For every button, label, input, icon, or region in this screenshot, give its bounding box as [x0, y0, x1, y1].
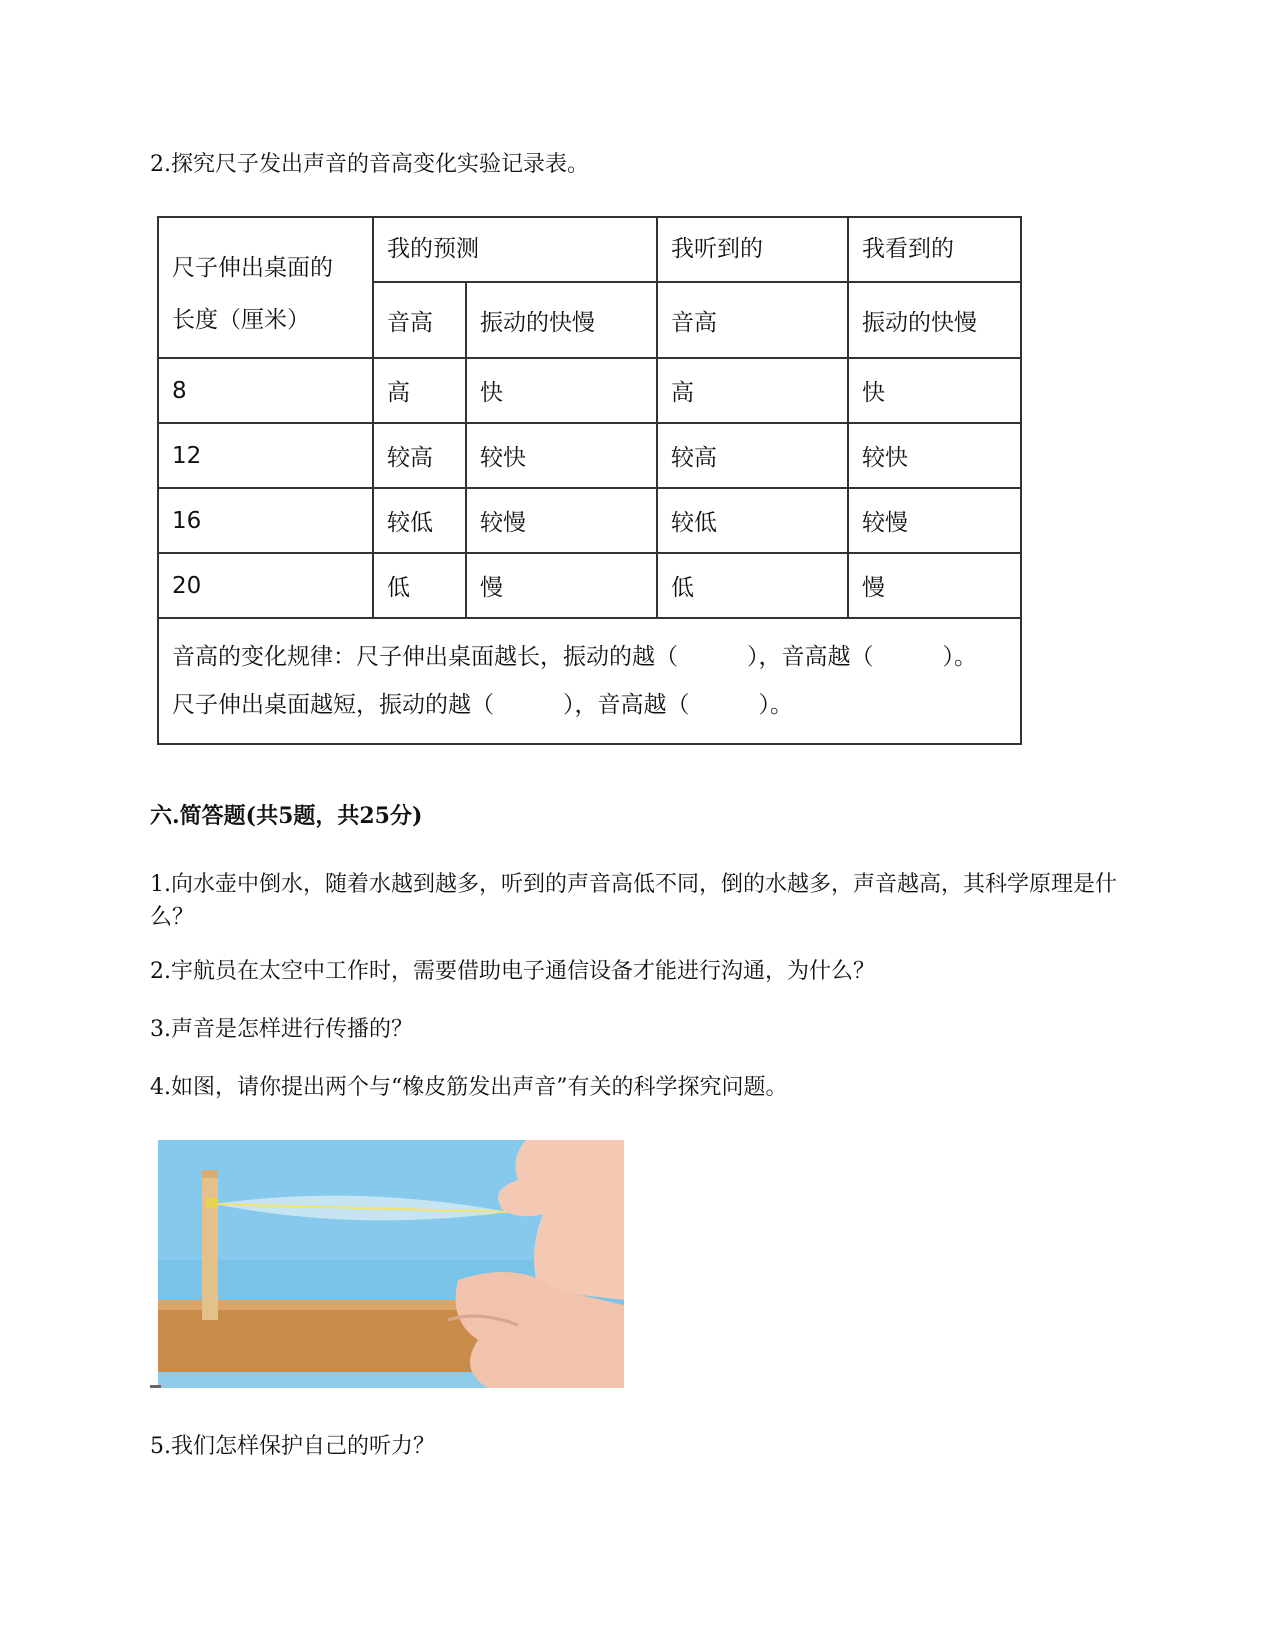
table-note-row	[158, 618, 1021, 744]
cell-length: 16	[158, 488, 373, 553]
header-what-i-heard: 我听到的	[657, 217, 848, 282]
cell-predict-vibration: 慢	[466, 553, 657, 618]
header-ruler-length-line1: 尺子伸出桌面的	[172, 255, 333, 281]
table-row	[158, 358, 1021, 423]
experiment-record-table	[157, 216, 1022, 745]
cell-predict-vibration: 快	[466, 358, 657, 423]
rubber-band-illustration	[158, 1140, 624, 1388]
cell-length: 8	[158, 358, 373, 423]
cell-heard-pitch: 较高	[657, 423, 848, 488]
cell-predict-vibration: 较快	[466, 423, 657, 488]
question-4: 4.如图，请你提出两个与“橡皮筋发出声音”有关的科学探究问题。	[150, 1075, 788, 1100]
pitch-rule-note	[158, 618, 1021, 744]
section-6-heading: 六.简答题(共5题，共25分)	[150, 803, 423, 829]
question-2-title: 2.探究尺子发出声音的音高变化实验记录表。	[150, 152, 589, 177]
cell-saw-vibration: 较慢	[848, 488, 1021, 553]
subheader-predict-pitch: 音高	[373, 282, 466, 358]
cell-predict-pitch: 较低	[373, 488, 466, 553]
cell-predict-pitch: 低	[373, 553, 466, 618]
header-ruler-length-line2: 长度（厘米）	[172, 307, 310, 333]
question-5: 5.我们怎样保护自己的听力？	[150, 1434, 435, 1459]
cell-saw-vibration: 较快	[848, 423, 1021, 488]
cell-length: 20	[158, 553, 373, 618]
table-row	[158, 553, 1021, 618]
subheader-heard-pitch: 音高	[657, 282, 848, 358]
cell-saw-vibration: 快	[848, 358, 1021, 423]
table-row	[158, 423, 1021, 488]
question-1: 1.向水壶中倒水，随着水越到越多，听到的声音高低不同，倒的水越多，声音越高，其科学原理是什么？	[150, 872, 1117, 930]
header-what-i-saw: 我看到的	[848, 217, 1021, 282]
cell-length: 12	[158, 423, 373, 488]
cell-saw-vibration: 慢	[848, 553, 1021, 618]
pitch-rule-line1: 音高的变化规律：尺子伸出桌面越长，振动的越（ ），音高越（ ）。	[172, 644, 977, 670]
subheader-predict-vibration: 振动的快慢	[466, 282, 657, 358]
table-row	[158, 488, 1021, 553]
subheader-saw-vibration: 振动的快慢	[848, 282, 1021, 358]
cell-predict-vibration: 较慢	[466, 488, 657, 553]
question-3: 3.声音是怎样进行传播的？	[150, 1017, 413, 1042]
photo-corner-mark	[150, 1385, 161, 1388]
header-ruler-length	[158, 217, 373, 358]
cell-heard-pitch: 较低	[657, 488, 848, 553]
question-2: 2.宇航员在太空中工作时，需要借助电子通信设备才能进行沟通，为什么？	[150, 959, 875, 984]
cell-heard-pitch: 高	[657, 358, 848, 423]
rubber-band-photo	[158, 1140, 624, 1388]
cell-predict-pitch: 较高	[373, 423, 466, 488]
header-my-prediction: 我的预测	[373, 217, 657, 282]
pitch-rule-line2: 尺子伸出桌面越短，振动的越（ ），音高越（ ）。	[172, 692, 793, 718]
cell-predict-pitch: 高	[373, 358, 466, 423]
cell-heard-pitch: 低	[657, 553, 848, 618]
